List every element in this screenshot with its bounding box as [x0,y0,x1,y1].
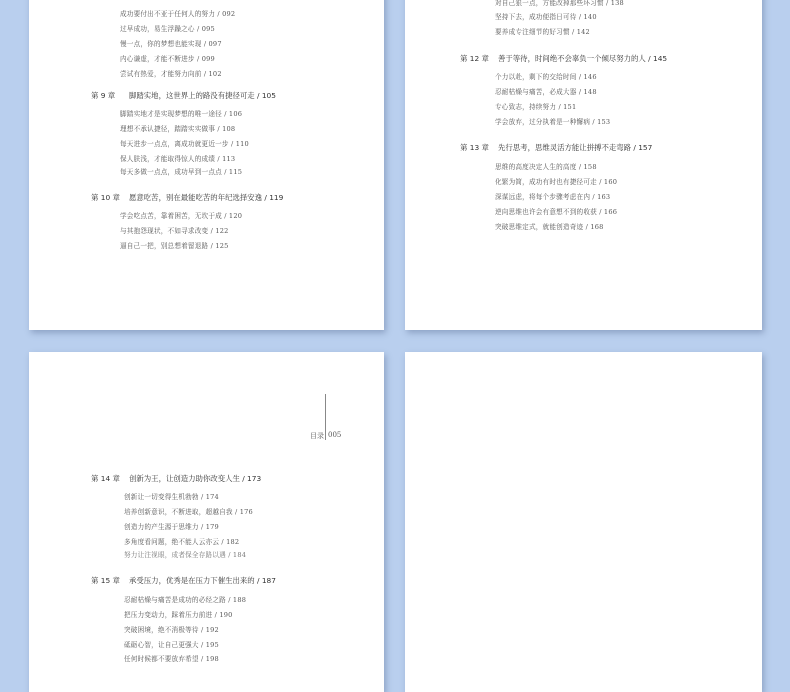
toc-page-top-left [29,0,384,330]
toc-entry: 创造力的产生源于思维力 / 179 [124,523,219,531]
toc-entry: 要养成专注细节的好习惯 / 142 [495,28,590,36]
chapter-heading [91,192,283,203]
toc-entry: 砥砺心智，让自己更强大 / 195 [124,641,219,649]
chapter-number: 第 13 章 [460,143,489,152]
toc-entry: 逼自己一把，别总想着留退路 / 125 [120,242,229,250]
toc-entry: 保人肤浅，才能取得惊人的成绩 / 113 [120,155,236,163]
toc-entry: 理想不承认捷径，踏踏实实做事 / 108 [120,125,236,133]
toc-entry: 把压力变动力，踩着压力前进 / 190 [124,611,233,619]
chapter-heading [91,575,276,586]
chapter-title: 善于等待，时间绝不会辜负一个倾尽努力的人 / 145 [498,54,668,63]
toc-entry: 任何时候都不要放弃希望 / 198 [124,655,219,663]
toc-entry: 对自己狠一点，方能改掉那些坏习惯 / 138 [495,0,624,7]
toc-entry: 逆向思维也许会有意想不到的收获 / 166 [495,208,618,216]
chapter-number: 第 14 章 [91,474,120,483]
running-header-label: 目录 [310,432,324,440]
toc-entry: 内心谦虚，才能不断进步 / 099 [120,55,215,63]
toc-entry: 与其抱怨现状，不如寻求改变 / 122 [120,227,229,235]
chapter-number: 第 9 章 [91,91,116,100]
folio-divider [325,394,326,440]
toc-entry: 创新让一切变得生机勃勃 / 174 [124,493,219,501]
toc-entry: 忍耐枯燥与痛苦，必成大器 / 148 [495,88,597,96]
toc-entry: 忍耐枯燥与痛苦是成功的必经之路 / 188 [124,596,247,604]
page-number: 005 [328,431,342,439]
toc-entry: 过早成功，易生浮躁之心 / 095 [120,25,215,33]
toc-entry: 专心致志，持续努力 / 151 [495,103,577,111]
toc-entry: 学会吃点苦，靠着困苦，无坎于成 / 120 [120,212,243,220]
chapter-title: 先行思考，思维灵活方能让拼搏不走弯路 / 157 [498,143,653,152]
chapter-number: 第 15 章 [91,576,120,585]
toc-entry: 慢一点，你的梦想也能实现 / 097 [120,40,222,48]
toc-entry: 努力让注视眼，成者保全存路以遇 / 184 [124,551,247,559]
chapter-heading [91,90,276,101]
toc-entry: 尝试有热爱，才能努力向前 / 102 [120,70,222,78]
toc-entry: 脚踏实地才是实现梦想的唯一途径 / 106 [120,110,243,118]
chapter-heading [460,53,667,64]
toc-entry: 化繁为简，成功有时也有捷径可走 / 160 [495,178,618,186]
chapter-number: 第 12 章 [460,54,489,63]
toc-entry: 个力以赴，剩下的交给时间 / 146 [495,73,597,81]
toc-page-bottom-left [29,352,384,692]
toc-entry: 培养创新意识，不断进取，超越自我 / 176 [124,508,253,516]
toc-entry: 突破思维定式，就能创造奇迹 / 168 [495,223,604,231]
chapter-title: 创新为王，让创造力助你改变人生 / 173 [129,474,262,483]
toc-entry: 突破困境，绝不消极等待 / 192 [124,626,219,634]
chapter-number: 第 10 章 [91,193,120,202]
toc-entry: 坚持下去，成功便指日可待 / 140 [495,13,597,21]
toc-page-top-right [405,0,762,330]
toc-entry: 成功要付出不亚于任何人的努力 / 092 [120,10,236,18]
toc-entry: 深谋远虑，将每个步骤考虑在内 / 163 [495,193,611,201]
toc-entry: 每天多做一点点，成功早到一点点 / 115 [120,168,243,176]
toc-entry: 多角度看问题，绝不能人云亦云 / 182 [124,538,240,546]
toc-entry: 思维的高度决定人生的高度 / 158 [495,163,597,171]
chapter-heading [91,473,261,484]
blank-page [405,352,762,692]
toc-entry: 学会放弃，过分执着是一种懈病 / 153 [495,118,611,126]
chapter-title: 愿意吃苦，别在最能吃苦的年纪选择安逸 / 119 [129,193,284,202]
chapter-title: 脚踏实地，这世界上的路没有捷径可走 / 105 [129,91,276,100]
toc-entry: 每天进步一点点，离成功就更近一步 / 110 [120,140,249,148]
chapter-heading [460,142,652,153]
chapter-title: 承受压力，优秀是在压力下催生出来的 / 187 [129,576,276,585]
